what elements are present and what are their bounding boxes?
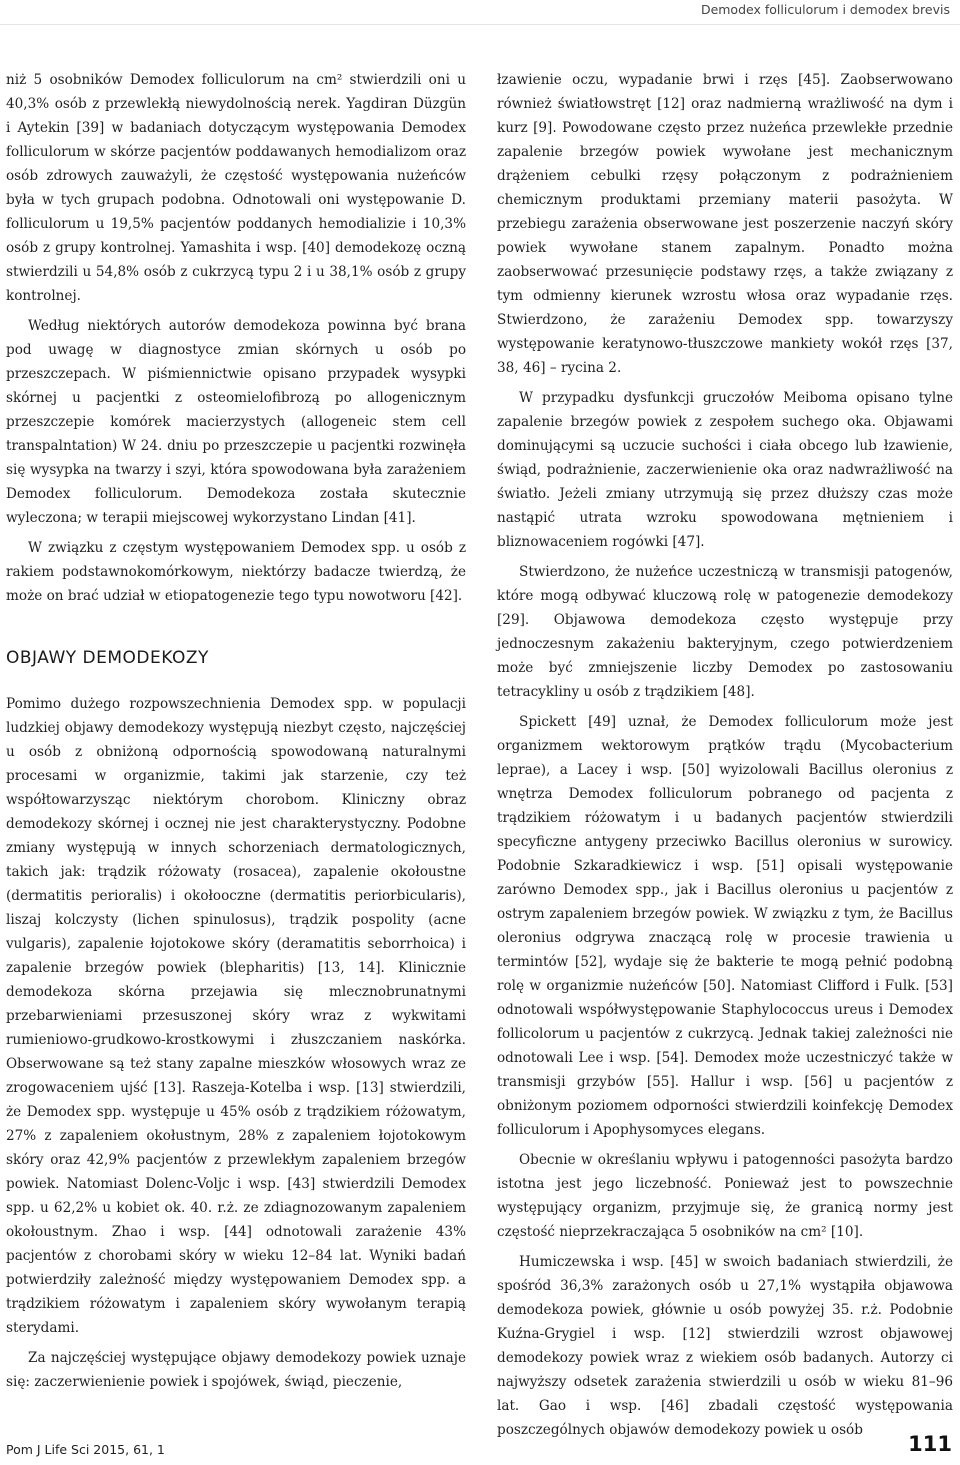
right-paragraph-2: W przypadku dysfunkcji gruczołów Meiboma opisano tylne zapalenie brzegów powiek z zespołem suchego oka. Objawami dominującymi są uczucie suchości i ciała obcego lub łzawienie, świąd, podrażnienie, zaczerwienienie oka oraz nadwrażliwość na światło. Jeżeli zmiany utrzymują się przez dłuższy czas może nastąpić utrata wzroku spowodowana mętnieniem i bliznowaceniem rogówki [47]. [497, 390, 953, 550]
right-paragraph-4: Spickett [49] uznał, że Demodex folliculorum może jest organizmem wektorowym prątków trądu (Mycobacterium leprae), a Lacey i wsp. [50] wyizolowali Bacillus oleronius z wnętrza Demodex folliculorum pobranego od pacjenta z trądzikiem różowatym i u badanych pacjentów stwierdzili specyficzne antygeny przeciwko Bacillus oleronius w surowicy. Podobnie Szkaradkiewicz i wsp. [51] opisali występowanie zarówno Demodex spp., jak i Bacillus oleronius u pacjentów z ostrym zapaleniem brzegów powiek. W związku z tym, że Bacillus oleronius odgrywa znaczącą rolę w procesie trawienia u termintów [52], wydaje się że bakterie te mogą pełnić podobną rolę w organizmie nużeńców [50]. Natomiast Clifford i Fulk. [53] odnotowali współwystępowanie Staphylococcus ureus i Demodex follicolorum u pacjentów z cukrzycą. Jednak takiej zależności nie odnotowali Lee i wsp. [54]. Demodex może uczestniczyć także w transmisji grzybów [55]. Hallur i wsp. [56] u pacjentów z obniżonym poziomem odporności stwierdzili koinfekcję Demodex folliculorum i Apophysomyces elegans. [497, 714, 953, 1138]
running-head-title: Demodex folliculorum i demodex brevis [700, 2, 950, 17]
right-paragraph-6: Humiczewska i wsp. [45] w swoich badaniach stwierdzili, że spośród 36,3% zarażonych osób u 27,1% wystąpiła objawowa demodekoza powiek, głównie u osób powyżej 35. r.ż. Podobnie Kuźna-Grygiel i wsp. [12] stwierdzili wzrost objawowej demodekozy powiek wraz z wiekiem osób badanych. Autorzy ci najwyższy odsetek zarażenia stwierdzili u osób w wieku 81–96 lat. Gao i wsp. [46] zbadali częstość występowania poszczególnych objawów demodekozy powiek u osób [497, 1254, 953, 1438]
page-number: 111 [908, 1432, 952, 1456]
right-paragraph-1: łzawienie oczu, wypadanie brwi i rzęs [45]. Zaobserwowano również światłowstręt [12] oraz nadmierną wrażliwość na dym i kurz [9]. Powodowane często przez nużeńca przewlekłe przednie zapalenie brzegów powiek wywołane jest mechanicznym drążeniem cebulki rzęsy połączonym z podrażnieniem chemicznym produktami przemiany materii pasożyta. W przebiegu zarażenia obserwowane jest poszerzenie naczyń skóry powiek wywołane stanem zapalnym. Ponadto można zaobserwować przesunięcie podstawy rzęs, a także związany z tym odmienny kierunek wzrostu włosa oraz wypadanie rzęs. Stwierdzono, że zarażeniu Demodex spp. towarzyszy występowanie keratynowo-tłuszczowe mankiety wokół rzęs [37, 38, 46] – rycina 2. [497, 72, 953, 376]
left-paragraph-5: Za najczęściej występujące objawy demodekozy powiek uznaje się: zaczerwienienie powiek i spojówek, świąd, pieczenie, [6, 1350, 466, 1390]
left-paragraph-1: niż 5 osobników Demodex folliculorum na cm² stwierdzili oni u 40,3% osób z przewlekłą niewydolnością nerek. Yagdiran Düzgün i Aytekin [39] w badaniach dotyczącym występowania Demodex folliculorum w skórze pacjentów poddawanych hemodializom oraz osób zdrowych zauważyli, że częstość występowania nużeńców była w tych grupach podobna. Odnotowali oni występowanie D. folliculorum u 19,5% pacjentów poddanych hemodializie i 10,3% osób z grupy kontrolnej. Yamashita i wsp. [40] demodekozę oczną stwierdzili u 54,8% osób z cukrzycą typu 2 i u 38,1% osób z grupy kontrolnej. [6, 72, 466, 304]
running-head [0, 0, 960, 25]
left-paragraph-3: W związku z częstym występowaniem Demodex spp. u osób z rakiem podstawnokomórkowym, niektórzy badacze twierdzą, że może on brać udział w etiopatogenezie tego typu nowotworu [42]. [6, 540, 466, 604]
right-paragraph-3: Stwierdzono, że nużeńce uczestniczą w transmisji patogenów, które mogą odbywać kluczową rolę w patogenezie demodekozy [29]. Objawowa demodekoza często występuje przy jednoczesnym zakażeniu bakteryjnym, czego potwierdzeniem może być zmniejszenie liczby Demodex po zastosowaniu tetracykliny u osób z trądzikiem [48]. [497, 564, 953, 700]
right-paragraph-5: Obecnie w określaniu wpływu i patogenności pasożyta bardzo istotna jest jego liczebność. Ponieważ jest to powszechnie występujący organizm, przyjmuje się, że granicą normy jest częstość nieprzekraczająca 5 osobników na cm² [10]. [497, 1152, 953, 1240]
left-paragraph-2: Według niektórych autorów demodekoza powinna być brana pod uwagę w diagnostyce zmian skórnych u osób po przeszczepach. W piśmiennictwie opisano przypadek wysypki skórnej u pacjentki z osteomielofibrozą po allogenicznym przeszczepie komórek macierzystych (allogeneic stem cell transpalntation) W 24. dniu po przeszczepie u pacjentki rozwinęła się wysypka na twarzy i szyi, która spowodowana była zarażeniem Demodex folliculorum. Demodekoza została skutecznie wyleczona; w terapii miejscowej wykorzystano Lindan [41]. [6, 318, 466, 526]
right-column [497, 68, 953, 1448]
journal-citation: Pom J Life Sci 2015, 61, 1 [6, 1442, 165, 1457]
section-heading: OBJAWY DEMODEKOZY [6, 648, 209, 668]
left-paragraph-4: Pomimo dużego rozpowszechnienia Demodex spp. w populacji ludzkiej objawy demodekozy występują niezbyt często, najczęściej u osób z obniżoną odpornością spowodowaną naturalnymi procesami w organizmie, takimi jak starzenie, czy też współtowarzysząc niektórym chorobom. Kliniczny obraz demodekozy skórnej i ocznej nie jest charakterystyczny. Podobne zmiany występują w innych schorzeniach dermatologicznych, takich jak: trądzik różowaty (rosacea), zapalenie okołoustne (dermatitis perioralis) i okołooczne (dermatitis periorbicularis), liszaj kolczysty (lichen spinulosus), trądzik pospolity (acne vulgaris), zapalenie łojotokowe skóry (deramatitis seborrhoica) i zapalenie brzegów powiek (blepharitis) [13, 14]. Klinicznie demodekoza skórna przejawia się mlecznobrunatnymi przebarwieniami przesuszonej skóry wraz z wykwitami rumieniowo-grudkowo-krostkowymi i złuszczaniem naskórka. Obserwowane są też stany zapalne mieszków włosowych wraz ze zrogowaceniem ujść [13]. Raszeja-Kotelba i wsp. [13] stwierdzili, że Demodex spp. występuje u 45% osób z trądzikiem różowatym, 27% z zapaleniem okołustnym, 28% z zapaleniem łojotokowym skóry oraz 42,9% pacjentów z przewlekłym zapaleniem brzegów powiek. Natomiast Dolenc-Voljc i wsp. [43] stwierdzili Demodex spp. u 62,2% u kobiet ok. 40. r.ż. ze zdiagnozowanym zapaleniem okołoustnym. Zhao i wsp. [44] odnotowali zarażenie 43% pacjentów z chorobami skóry w wieku 12–84 lat. Wyniki badań potwierdziły zależność między występowaniem Demodex spp. a trądzikiem różowatym i zapaleniem skóry wywołanym terapią sterydami. [6, 696, 466, 1336]
left-column [6, 68, 466, 1400]
